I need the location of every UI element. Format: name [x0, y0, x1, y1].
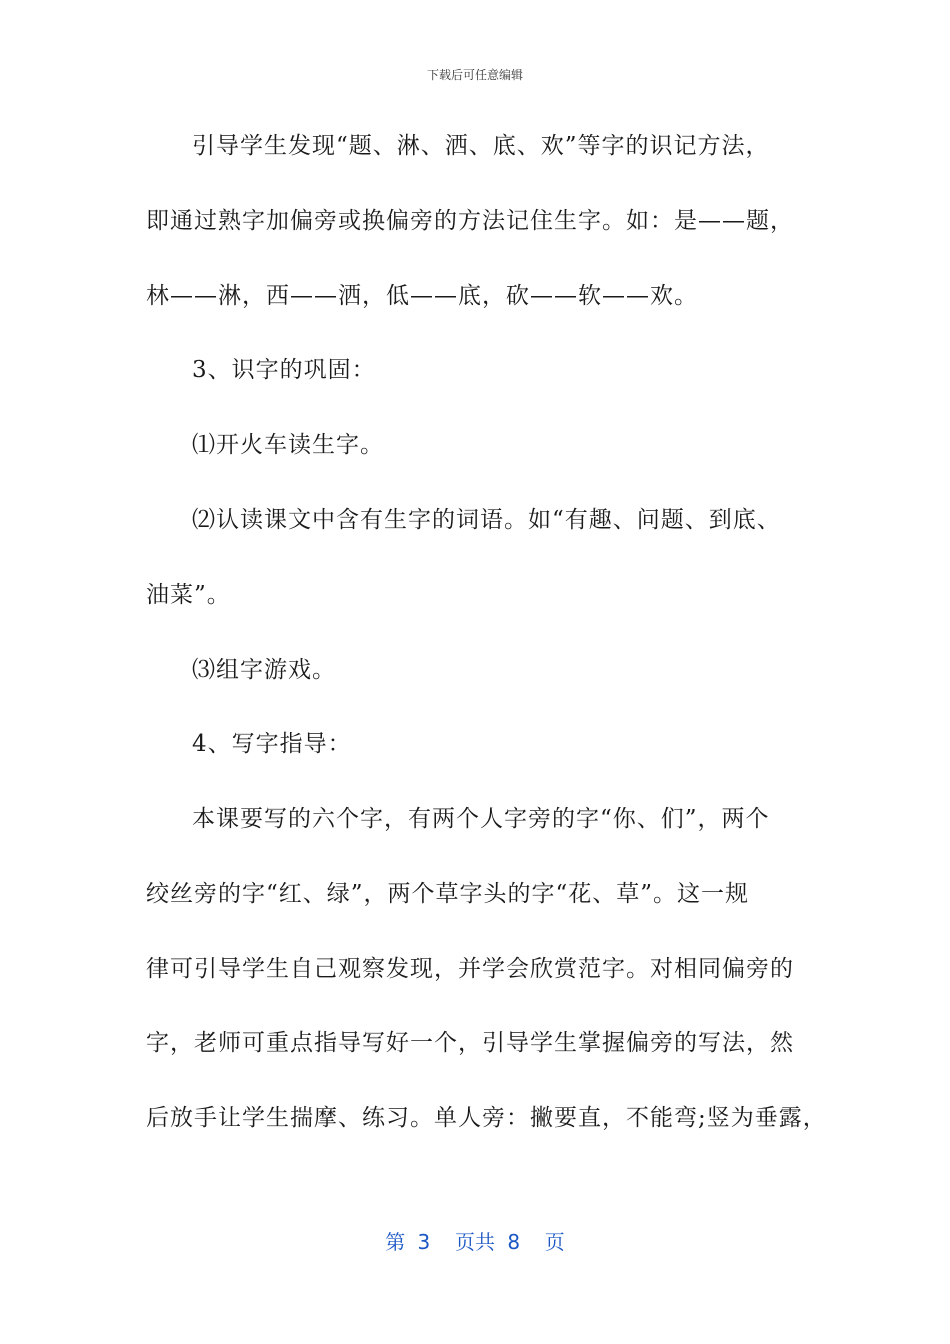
paragraph-line-2: 绞丝旁的字“红、绿”，两个草字头的字“花、草”。这一规 [146, 881, 750, 907]
text-line-3: 林——淋，西——洒，低——底，砍——软——欢。 [146, 283, 698, 309]
list-item-1: ⑴开火车读生字。 [192, 432, 384, 458]
list-item-2-continued: 油菜”。 [146, 582, 231, 608]
paragraph-line-1: 本课要写的六个字，有两个人字旁的字“你、们”，两个 [192, 806, 770, 832]
text-line-2: 即通过熟字加偏旁或换偏旁的方法记住生字。如：是——题， [146, 208, 794, 234]
paragraph-line-5: 后放手让学生揣摩、练习。单人旁：撇要直，不能弯;竖为垂露， [146, 1105, 827, 1131]
page-footer [0, 1226, 950, 1255]
page-number-label: 第 3 页共 8 页 [385, 1230, 565, 1254]
text-line-1: 引导学生发现“题、淋、洒、底、欢”等字的识记方法， [192, 133, 770, 159]
paragraph-line-4: 字，老师可重点指导写好一个，引导学生掌握偏旁的写法，然 [146, 1030, 794, 1056]
header-note: 下载后可任意编辑 [426, 68, 523, 82]
section-heading-4: 4、写字指导： [192, 731, 352, 757]
list-item-3: ⑶组字游戏。 [192, 657, 336, 683]
section-heading-3: 3、识字的巩固： [192, 357, 376, 383]
paragraph-line-3: 律可引导学生自己观察发现，并学会欣赏范字。对相同偏旁的 [146, 956, 794, 982]
list-item-2: ⑵认读课文中含有生字的词语。如“有趣、问题、到底、 [192, 507, 781, 533]
